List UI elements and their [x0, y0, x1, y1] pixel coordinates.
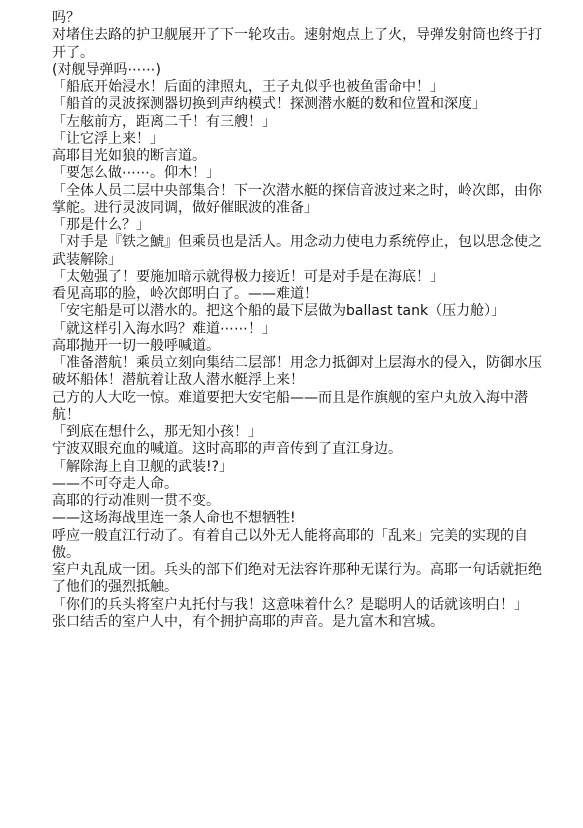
paragraph: ——这场海战里连一条人命也不想牺牲! — [52, 510, 296, 527]
paragraph: 「全体人员二层中央部集合！下一次潜水艇的探信音波过来之时，岭次郎，由你掌舵。进行灵波同调，做好催眠波的准备」 — [52, 182, 542, 216]
paragraph: 「就这样引入海水吗？难道⋯⋯！」 — [52, 320, 276, 337]
paragraph: 「要怎么做⋯⋯。仰木！」 — [52, 165, 220, 182]
paragraph: 「那是什么？」 — [52, 217, 150, 233]
paragraph: 「你们的兵头将室户丸托付与我！这意味着什么？是聪明人的话就该明白！」 — [52, 596, 528, 613]
paragraph: 「到底在想什么，那无知小孩！」 — [52, 424, 262, 440]
paragraph: 室户丸乱成一团。兵头的部下们绝对无法容许那种无谋行为。高耶一句话就拒绝了他们的强烈抵触。 — [52, 562, 542, 596]
paragraph: 「船底开始浸水！后面的津照丸，王子丸似乎也被鱼雷命中！」 — [52, 79, 444, 95]
paragraph: 「解除海上自卫舰的武装!?」 — [52, 458, 234, 475]
paragraph: 「太勉强了！要施加暗示就得极力接近！可是对手是在海底！」 — [52, 268, 444, 285]
paragraph: 吗？ — [52, 10, 80, 26]
paragraph: 「对手是『铁之鯱』但乘员也是活人。用念动力使电力系统停止，包以思念使之武装解除」 — [52, 234, 542, 268]
paragraph: 高耶目光如狼的断言道。 — [52, 148, 206, 164]
paragraph: (对舰导弹吗⋯⋯) — [52, 61, 161, 78]
paragraph: 高耶抛开一切一般呼喊道。 — [52, 337, 220, 354]
paragraph: 看见高耶的脸，岭次郎明白了。——难道！ — [52, 286, 318, 302]
paragraph: 高耶的行动准则一贯不变。 — [52, 493, 220, 509]
paragraph: 对堵住去路的护卫舰展开了下一轮攻击。速射炮点上了火，导弹发射筒也终于打开了。 — [52, 27, 542, 61]
paragraph: 「让它浮上来！」 — [52, 130, 164, 147]
paragraph: ——不可夺走人命。 — [52, 475, 178, 492]
paragraph: 己方的人大吃一惊。难道要把大安宅船——而且是作旗舰的室户丸放入海中潜航！ — [52, 389, 528, 423]
paragraph: 「安宅船是可以潜水的。把这个船的最下层做为ballast tank（压力舱）」 — [52, 303, 506, 320]
paragraph: 宁波双眼充血的喊道。这时高耶的声音传到了直江身边。 — [52, 441, 402, 458]
paragraph: 张口结舌的室户人中，有个拥护高耶的声音。是九富木和宫城。 — [52, 613, 444, 630]
paragraph: 「准备潜航！乘员立刻向集结二层部！用念力抵御对上层海水的侵入，防御水压破坏船体！潜航着让敌人潜水艇浮上来！ — [52, 355, 542, 389]
paragraph: 「左舷前方，距离二千！有三艘！」 — [52, 113, 276, 130]
paragraph: 「船首的灵波探测器切换到声纳模式！探测潜水艇的数和位置和深度」 — [52, 96, 486, 113]
paragraph: 呼应一般直江行动了。有着自己以外无人能将高耶的「乱来」完美的实现的自傲。 — [52, 527, 528, 561]
